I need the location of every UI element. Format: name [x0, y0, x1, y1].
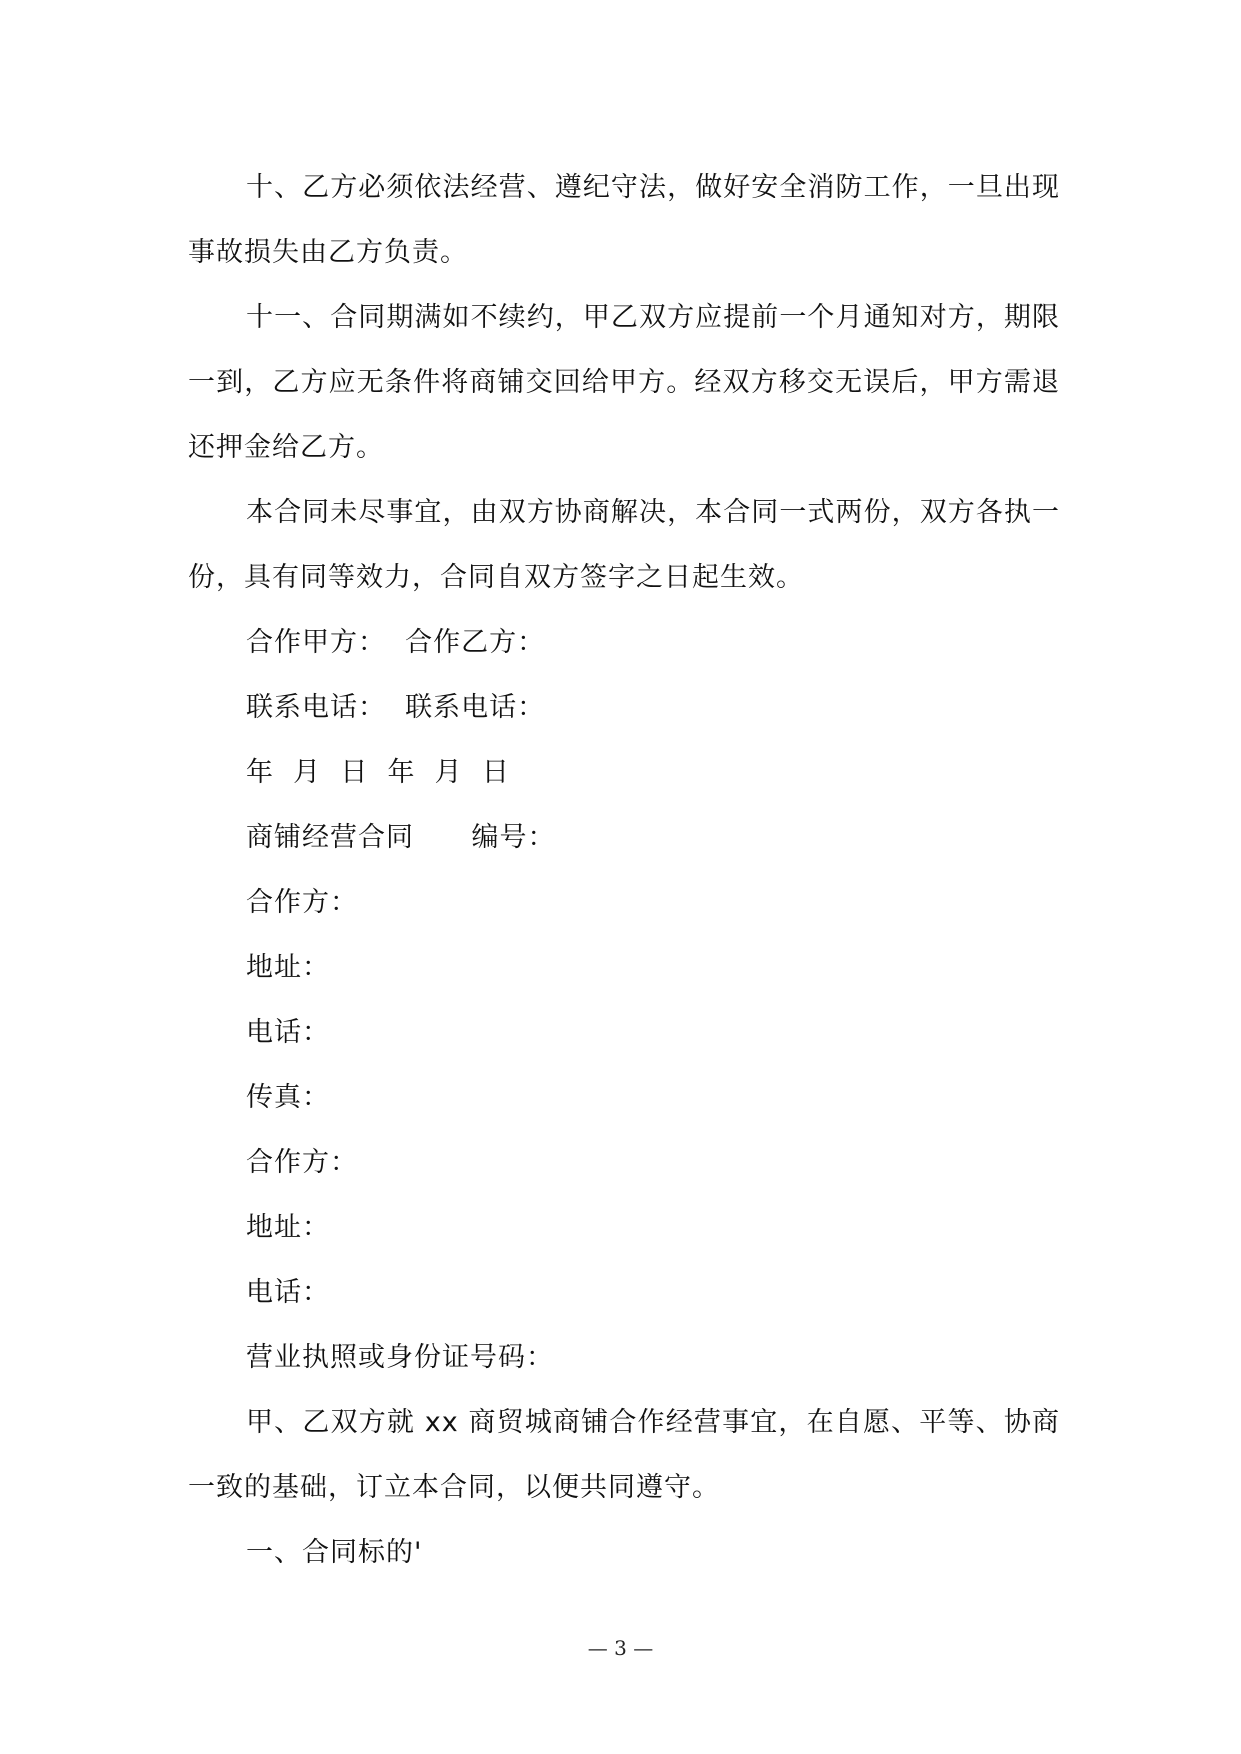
party1-name-label: 合作方：: [246, 887, 358, 918]
party1-phone-label: 电话：: [246, 1017, 330, 1048]
party2-name-label: 合作方：: [246, 1147, 358, 1178]
party2-address-label: 地址：: [246, 1212, 330, 1243]
closing-clause: 本合同未尽事宜，由双方协商解决，本合同一式两份，双方各执一份，具有同等效力，合同自双方签字之日起生效。: [188, 497, 1060, 593]
document-body: [188, 155, 1060, 1585]
signature-phones: 联系电话： 联系电话：: [246, 692, 546, 723]
party2-license-label: 营业执照或身份证号码：: [246, 1342, 554, 1373]
party1-address-label: 地址：: [246, 952, 330, 983]
contract-intro: 甲、乙双方就 xx 商贸城商铺合作经营事宜，在自愿、平等、协商一致的基础，订立本合同，以便共同遵守。: [188, 1407, 1060, 1503]
signature-parties: 合作甲方： 合作乙方：: [246, 627, 546, 658]
clause-ten: 十、乙方必须依法经营、遵纪守法，做好安全消防工作，一旦出现事故损失由乙方负责。: [188, 172, 1060, 268]
party2-phone-label: 电话：: [246, 1277, 330, 1308]
page-number: — 3 —: [587, 1636, 654, 1660]
party1-fax-label: 传真：: [246, 1082, 330, 1113]
section-one-heading: 一、合同标的': [246, 1537, 423, 1568]
signature-dates: 年 月 日 年 月 日: [246, 757, 510, 788]
clause-eleven: 十一、合同期满如不续约，甲乙双方应提前一个月通知对方，期限一到，乙方应无条件将商铺交回给甲方。经双方移交无误后，甲方需退还押金给乙方。: [188, 302, 1060, 463]
contract-title: 商铺经营合同 编号：: [246, 822, 556, 853]
